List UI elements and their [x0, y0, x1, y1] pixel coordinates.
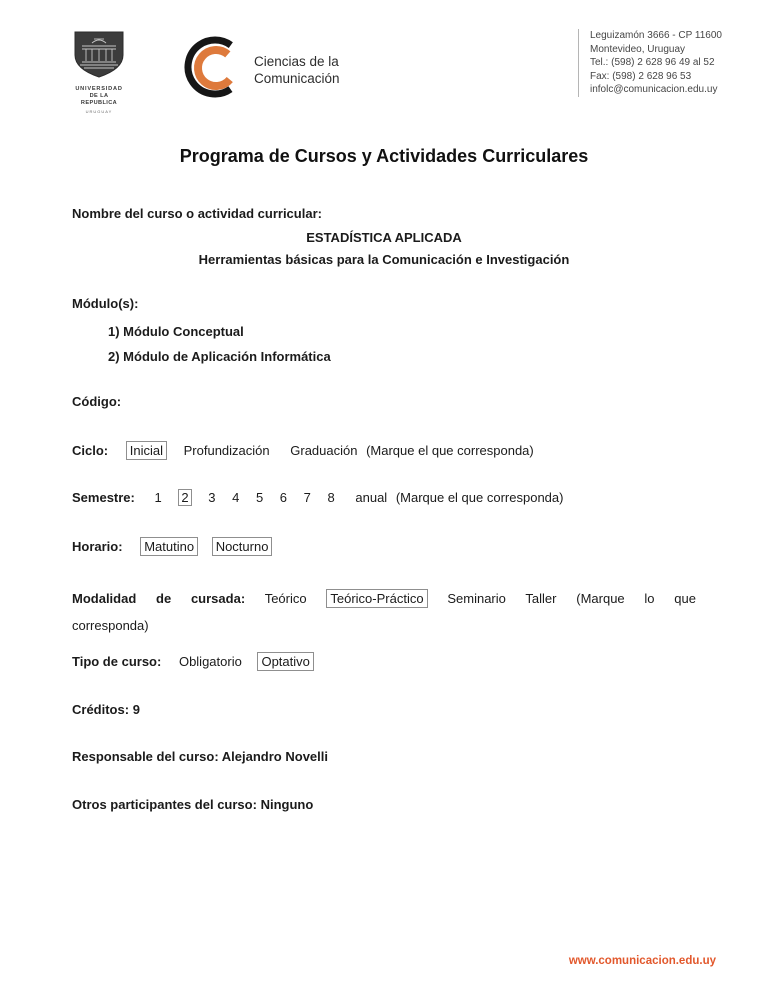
modalidad-option-taller[interactable]: Taller [525, 591, 557, 606]
contact-phone: Tel.: (598) 2 628 96 49 al 52 [590, 57, 715, 68]
semestre-option-anual[interactable]: anual [355, 490, 388, 505]
module-item-2: 2) Módulo de Aplicación Informática [108, 349, 331, 364]
semestre-note: (Marque el que corresponda) [395, 490, 564, 505]
course-name-label: Nombre del curso o actividad curricular: [72, 206, 322, 221]
horario-label: Horario: [72, 539, 123, 554]
tipo-option-optativo[interactable]: Optativo [257, 652, 313, 671]
course-name: ESTADÍSTICA APLICADA [306, 230, 462, 245]
field-modalidad [72, 585, 696, 612]
university-logo [72, 31, 126, 115]
horario-option-matutino[interactable]: Matutino [140, 537, 198, 556]
university-name-line1: UNIVERSIDAD [75, 86, 123, 92]
ciclo-option-graduacion[interactable]: Graduación [290, 443, 358, 458]
semestre-option-4[interactable]: 4 [232, 490, 240, 505]
footer-website-link[interactable]: www.comunicacion.edu.uy [568, 955, 716, 967]
horario-option-nocturno[interactable]: Nocturno [212, 537, 273, 556]
modules-label: Módulo(s): [72, 296, 139, 311]
page-header [0, 0, 768, 120]
field-horario [72, 538, 272, 555]
field-ciclo [72, 442, 534, 459]
semestre-option-5[interactable]: 5 [255, 490, 264, 505]
faculty-logo [183, 32, 247, 107]
contact-fax: Fax: (598) 2 628 96 53 [590, 70, 692, 82]
modalidad-note-line2: corresponda) [72, 618, 149, 633]
faculty-c-arcs-icon [183, 32, 247, 102]
university-shield-icon [74, 31, 124, 78]
semestre-option-2-selected[interactable]: 2 [178, 489, 191, 506]
field-creditos [72, 701, 140, 718]
creditos-value: 9 [132, 702, 140, 717]
codigo-label: Código: [72, 394, 122, 409]
module-item-1: 1) Módulo Conceptual [108, 324, 244, 339]
otros-value: Ninguno [260, 797, 314, 812]
field-semestre [72, 489, 563, 506]
faculty-name-line1: Ciencias de la [254, 54, 339, 69]
ciclo-option-profundizacion[interactable]: Profundización [183, 443, 270, 458]
university-name-line2: DE LA REPUBLICA [80, 93, 118, 106]
semestre-label: Semestre: [72, 490, 135, 505]
faculty-name-line2: Comunicación [254, 71, 340, 86]
page-title: Programa de Cursos y Actividades Curriculares [179, 146, 589, 166]
course-subtitle: Herramientas básicas para la Comunicación e Investigación [198, 252, 570, 267]
semestre-option-8[interactable]: 8 [327, 490, 335, 505]
semestre-option-1[interactable]: 1 [154, 490, 162, 505]
faculty-name [254, 53, 340, 87]
ciclo-label: Ciclo: [72, 443, 109, 458]
responsable-value: Alejandro Novelli [221, 749, 328, 764]
modalidad-note-line1: (Marque lo que [576, 591, 696, 606]
field-otros-participantes [72, 796, 313, 813]
ciclo-option-inicial[interactable]: Inicial [126, 441, 167, 460]
tipo-option-obligatorio[interactable]: Obligatorio [178, 654, 242, 669]
contact-city: Montevideo, Uruguay [590, 43, 686, 55]
modalidad-label: Modalidad de cursada: [72, 591, 246, 606]
creditos-label: Créditos: [72, 702, 130, 717]
contact-email[interactable]: infolc@comunicacion.edu.uy [590, 84, 718, 95]
ciclo-note: (Marque el que corresponda) [366, 443, 534, 458]
field-tipo-de-curso [72, 653, 314, 670]
semestre-option-7[interactable]: 7 [303, 490, 311, 505]
modalidad-option-teorico-practico[interactable]: Teórico-Práctico [326, 589, 427, 608]
university-country: URUGUAY [85, 109, 113, 114]
otros-label: Otros participantes del curso: [72, 797, 257, 812]
modalidad-option-teorico[interactable]: Teórico [264, 591, 307, 606]
semestre-option-3[interactable]: 3 [208, 490, 216, 505]
modalidad-option-seminario[interactable]: Seminario [447, 591, 506, 606]
semestre-option-6[interactable]: 6 [279, 490, 288, 505]
contact-block [578, 29, 722, 97]
contact-address: Leguizamón 3666 - CP 11600 [590, 30, 722, 41]
field-responsable [72, 748, 328, 765]
tipo-label: Tipo de curso: [72, 654, 162, 669]
responsable-label: Responsable del curso: [72, 749, 219, 764]
